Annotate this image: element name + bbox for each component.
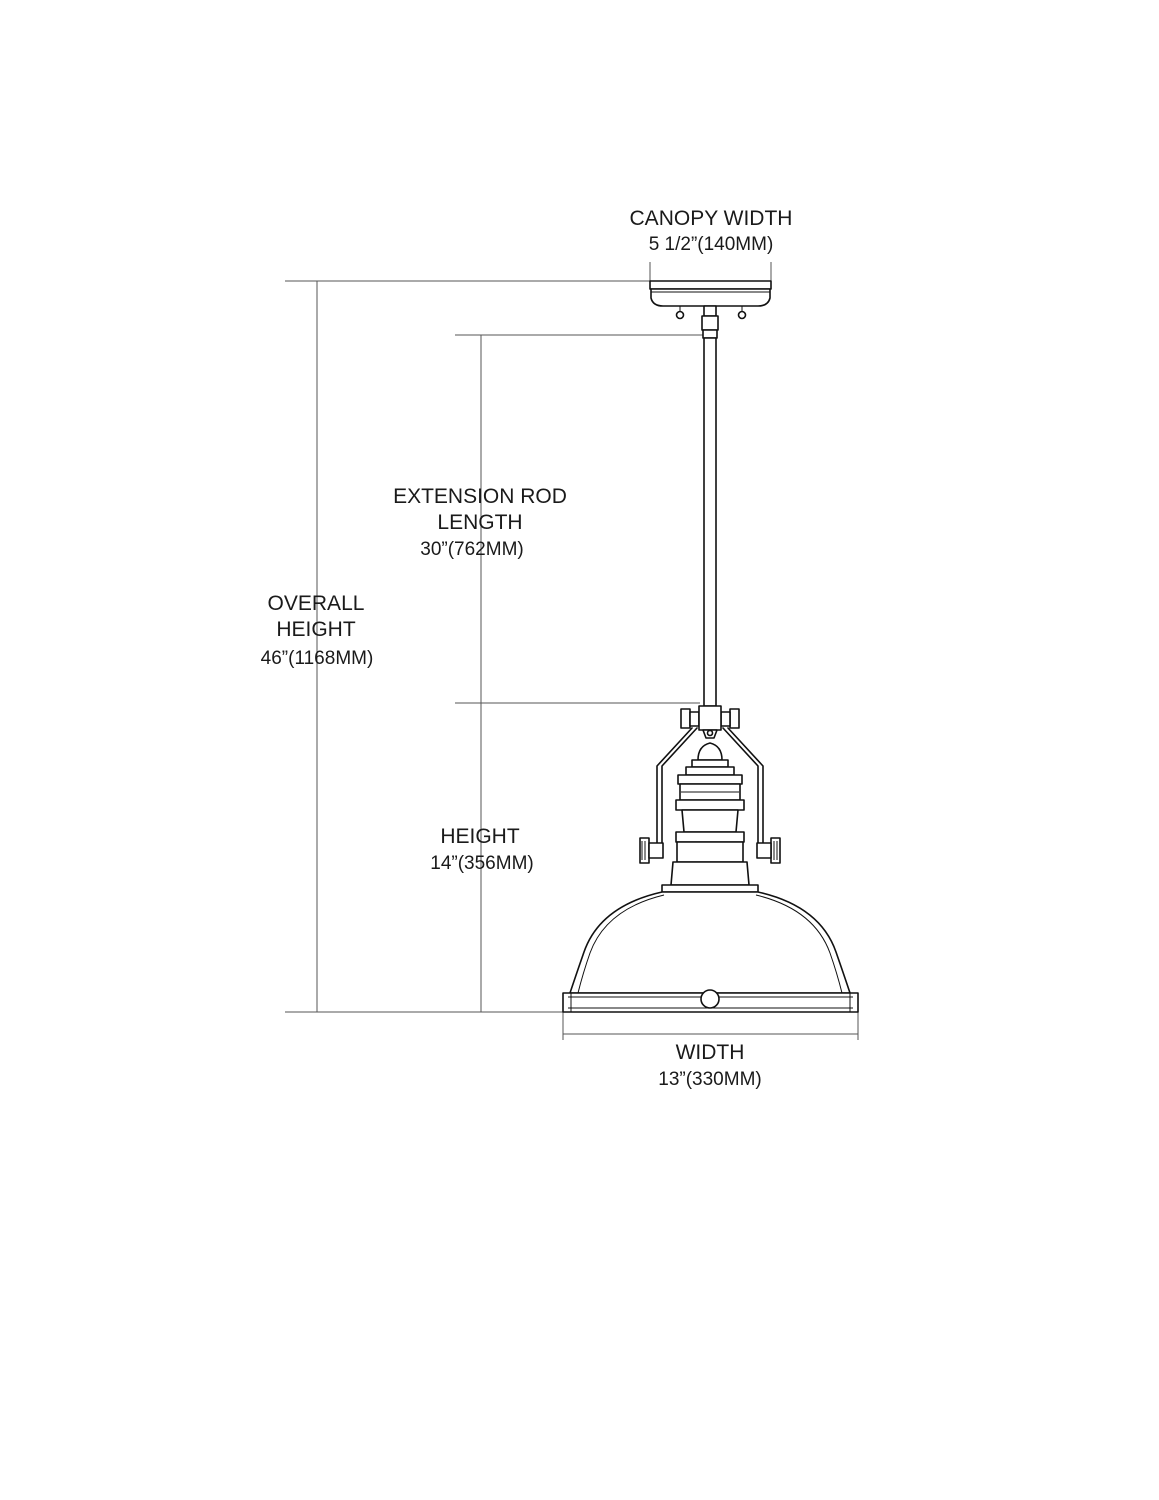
socket-housing (662, 743, 758, 892)
height-value: 14”(356MM) (430, 853, 534, 874)
width-value: 13”(330MM) (658, 1069, 762, 1090)
width-title: WIDTH (675, 1041, 745, 1064)
height-title: HEIGHT (440, 825, 520, 848)
extension-rod (702, 306, 718, 706)
canopy-width-title: CANOPY WIDTH (629, 207, 793, 230)
overall-height-title-line1: OVERALL (267, 592, 365, 615)
overall-height-title-line2: HEIGHT (276, 618, 356, 641)
pendant-light (563, 281, 858, 1012)
extension-rod-title-line2: LENGTH (437, 511, 523, 534)
yoke-knuckle (681, 706, 739, 738)
dome-shade (563, 892, 858, 1012)
extension-rod-value: 30”(762MM) (420, 539, 524, 560)
overall-height-value: 46”(1168MM) (260, 648, 374, 669)
canopy-width-value: 5 1/2”(140MM) (648, 234, 774, 255)
extension-rod-title-line1: EXTENSION ROD (393, 485, 567, 508)
